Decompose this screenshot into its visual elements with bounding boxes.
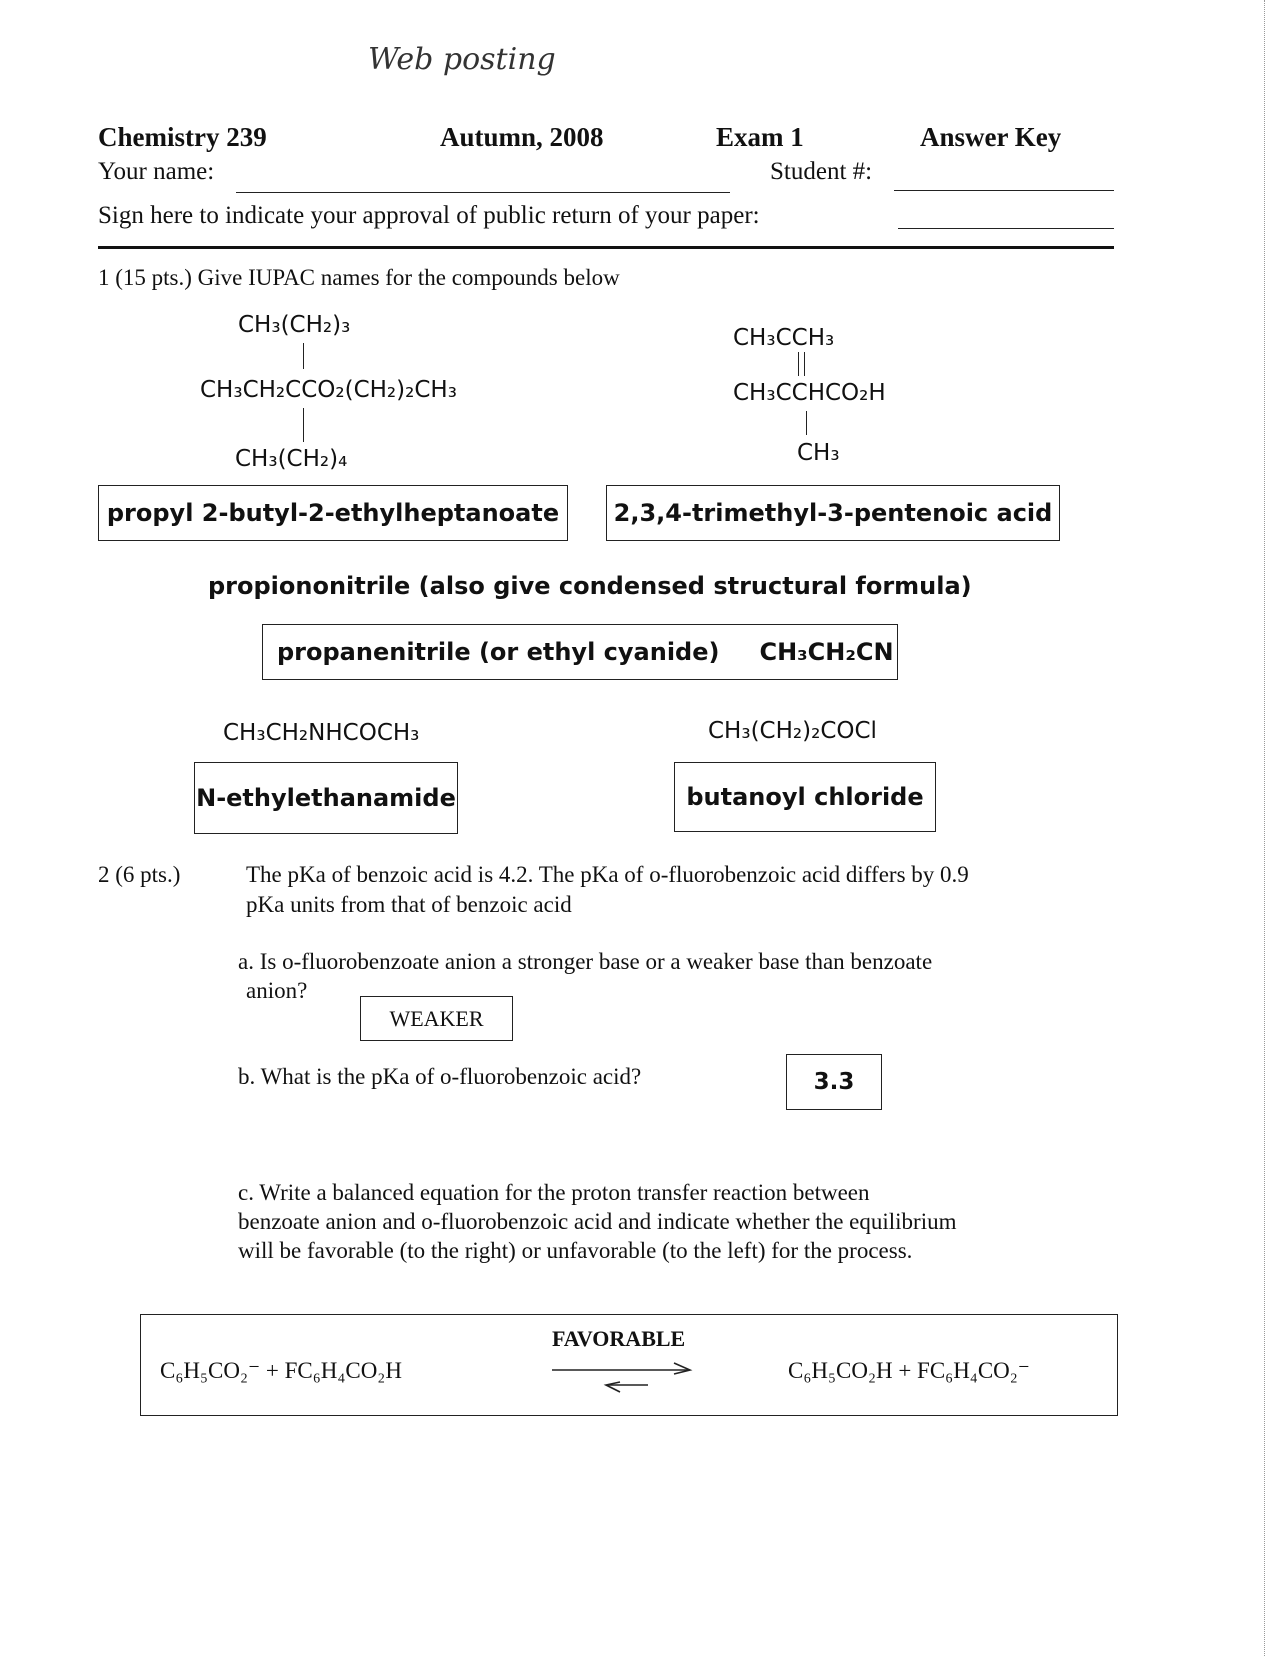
term: Autumn, 2008	[440, 122, 604, 152]
sign-label: Sign here to indicate your approval of public return of your paper:	[98, 202, 760, 229]
q2c-line3: will be favorable (to the right) or unfavorable (to the left) for the process.	[238, 1238, 913, 1263]
c3-answer-box	[262, 624, 898, 680]
c2-answer-box: 2,3,4-trimethyl-3-pentenoic acid	[606, 485, 1060, 541]
equation-products: C₆H₅CO₂H + FC₆H₄CO₂⁻	[788, 1358, 1030, 1383]
c2-main-chain: CH₃CCHCO₂H	[733, 380, 886, 406]
handwritten-note: Web posting	[368, 42, 556, 77]
q2c-line1: c. Write a balanced equation for the proton transfer reaction between	[238, 1180, 870, 1205]
q2a-answer-box: WEAKER	[360, 996, 513, 1041]
c3-answer-formula: CH₃CH₂CN	[759, 638, 894, 666]
q2a-line2: anion?	[246, 978, 308, 1003]
c4-formula: CH₃CH₂NHCOCH₃	[223, 720, 420, 746]
name-label: Your name:	[98, 158, 215, 185]
q2b-answer-box: 3.3	[786, 1054, 882, 1110]
exam-title: Exam 1	[716, 122, 804, 152]
c2-bottom-group: CH₃	[797, 440, 840, 466]
signature-field-line[interactable]	[898, 228, 1114, 229]
c1-answer-box: propyl 2-butyl-2-ethylheptanoate	[98, 485, 568, 541]
equation-reactants: C₆H₅CO₂⁻ + FC₆H₄CO₂H	[160, 1358, 402, 1383]
c1-bond-up	[303, 343, 304, 369]
q2-label: 2 (6 pts.)	[98, 862, 181, 887]
c2-double-bond-a	[798, 352, 799, 376]
c2-bond-down	[806, 411, 807, 435]
c3-prompt: propiononitrile (also give condensed structural formula)	[208, 572, 972, 600]
name-field-line[interactable]	[236, 192, 730, 193]
equilibrium-arrows-icon	[548, 1360, 696, 1396]
scan-edge-mark	[1264, 0, 1265, 1656]
student-number-label: Student #:	[770, 158, 873, 185]
q1-prompt: 1 (15 pts.) Give IUPAC names for the compounds below	[98, 265, 620, 290]
c4-answer-box: N-ethylethanamide	[194, 762, 458, 834]
c1-top-group: CH₃(CH₂)₃	[238, 312, 351, 338]
c2-double-bond-b	[804, 352, 805, 376]
c5-answer-box: butanoyl chloride	[674, 762, 936, 832]
q2-stem-line2: pKa units from that of benzoic acid	[246, 892, 572, 917]
header-divider	[98, 246, 1114, 249]
c2-top-group: CH₃CCH₃	[733, 325, 835, 351]
course-title: Chemistry 239	[98, 122, 267, 152]
c1-main-chain: CH₃CH₂CCO₂(CH₂)₂CH₃	[200, 377, 457, 403]
c3-answer-name: propanenitrile (or ethyl cyanide)	[277, 638, 720, 666]
q2c-line2: benzoate anion and o-fluorobenzoic acid and indicate whether the equilibrium	[238, 1209, 957, 1234]
q2a-line1: a. Is o-fluorobenzoate anion a stronger base or a weaker base than benzoate	[238, 949, 933, 974]
student-number-field-line[interactable]	[894, 190, 1114, 191]
answer-key-label: Answer Key	[920, 122, 1062, 152]
c1-bond-down	[303, 408, 304, 442]
c5-formula: CH₃(CH₂)₂COCl	[708, 718, 877, 744]
equation-favorable-label: FAVORABLE	[552, 1326, 686, 1351]
q2b-question: b. What is the pKa of o-fluorobenzoic acid?	[238, 1064, 642, 1089]
c1-bottom-group: CH₃(CH₂)₄	[235, 446, 348, 472]
q2-stem-line1: The pKa of benzoic acid is 4.2. The pKa of o-fluorobenzoic acid differs by 0.9	[246, 862, 969, 887]
